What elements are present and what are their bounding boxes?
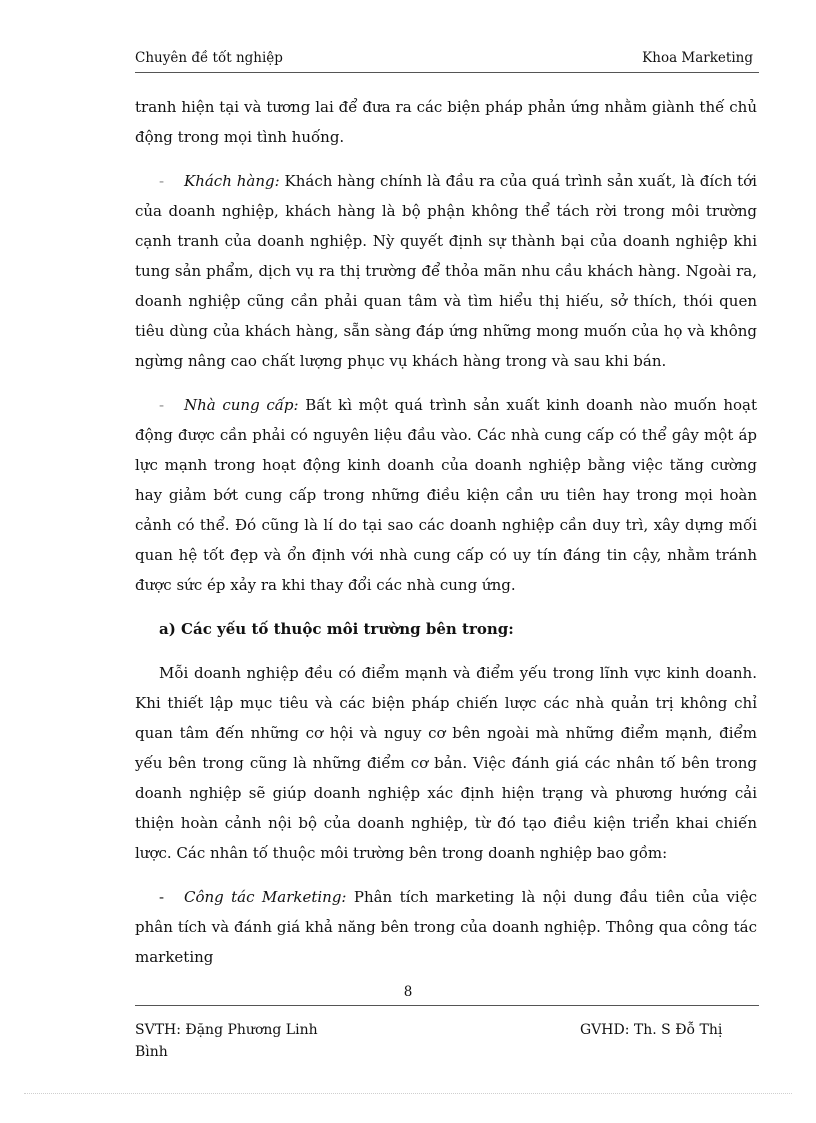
- header-faculty: Khoa Marketing: [642, 50, 753, 66]
- footer-supervisor: GVHD: Th. S Đỗ Thị: [580, 1022, 723, 1038]
- paragraph-suppliers-text: Bất kì một quá trình sản xuất kinh doanh nào muốn hoạt động được cần phải có nguyên liệu đầu vào. Các nhà cung cấp có thể gây một áp lực mạnh trong hoạt động kinh doanh của doanh nghiệp bằng việc tăng cường hay giảm bớt cung cấp trong những điều kiện cần ưu tiên hay trong mọi hoàn cảnh có thể. Đó cũng là lí do tại sao các doanh nghiệp cần duy trì, xây dựng mối quan hệ tốt đẹp và ổn định với nhà cung cấp có uy tín đáng tin cậy, nhằm tránh được sức ép xảy ra khi thay đổi các nhà cung ứng.: [135, 396, 757, 594]
- page-number: 8: [403, 984, 413, 1000]
- paragraph-customers-text: Khách hàng chính là đầu ra của quá trình sản xuất, là đích tới của doanh nghiệp, khách hàng là bộ phận không thể tách rời trong môi trường cạnh tranh của doanh nghiệp. Nỳ quyết định sự thành bại của doanh nghiệp khi tung sản phẩm, dịch vụ ra thị trường để thỏa mãn nhu cầu khách hàng. Ngoài ra, doanh nghiệp cũng cần phải quan tâm và tìm hiểu thị hiếu, sở thích, thói quen tiêu dùng của khách hàng, sẵn sàng đáp ứng những mong muốn của họ và không ngừng nâng cao chất lượng phục vụ khách hàng trong và sau khi bán.: [135, 172, 757, 370]
- page-body: [135, 92, 757, 986]
- footer-supervisor-continued: Bình: [135, 1044, 168, 1060]
- bullet-dash: -: [159, 172, 165, 190]
- paragraph-suppliers: [135, 390, 757, 600]
- paragraph-competition-continued: tranh hiện tại và tương lai để đưa ra các biện pháp phản ứng nhằm giành thế chủ động trong mọi tình huống.: [135, 98, 757, 146]
- paragraph-marketing: [135, 882, 757, 972]
- paragraph-customers: [135, 166, 757, 376]
- bullet-dash: -: [159, 396, 165, 414]
- paragraph-marketing-text: Phân tích marketing là nội dung đầu tiên của việc phân tích và đánh giá khả năng bên trong của doanh nghiệp. Thông qua công tác marketing: [135, 888, 757, 966]
- page-header: [135, 50, 759, 73]
- term-customers: Khách hàng:: [184, 172, 280, 190]
- term-suppliers: Nhà cung cấp:: [184, 396, 299, 414]
- footer-divider: [135, 1005, 759, 1006]
- term-marketing: Công tác Marketing:: [184, 888, 347, 906]
- header-document-type: Chuyên đề tốt nghiệp: [135, 50, 283, 66]
- section-heading-internal-environment: a) Các yếu tố thuộc môi trường bên trong:: [159, 620, 514, 638]
- page-break-line: [24, 1093, 792, 1094]
- footer-student: SVTH: Đặng Phương Linh: [135, 1022, 318, 1038]
- paragraph-internal-intro: Mỗi doanh nghiệp đều có điểm mạnh và điểm yếu trong lĩnh vực kinh doanh. Khi thiết lập mục tiêu và các biện pháp chiến lược các nhà quản trị không chỉ quan tâm đến những cơ hội và nguy cơ bên ngoài mà những điểm mạnh, điểm yếu bên trong cũng là những điểm cơ bản. Việc đánh giá các nhân tố bên trong doanh nghiệp sẽ giúp doanh nghiệp xác định hiện trạng và phương hướng cải thiện hoàn cảnh nội bộ của doanh nghiệp, từ đó tạo điều kiện triển khai chiến lược. Các nhân tố thuộc môi trường bên trong doanh nghiệp bao gồm:: [135, 664, 757, 862]
- bullet-dash: -: [159, 888, 165, 906]
